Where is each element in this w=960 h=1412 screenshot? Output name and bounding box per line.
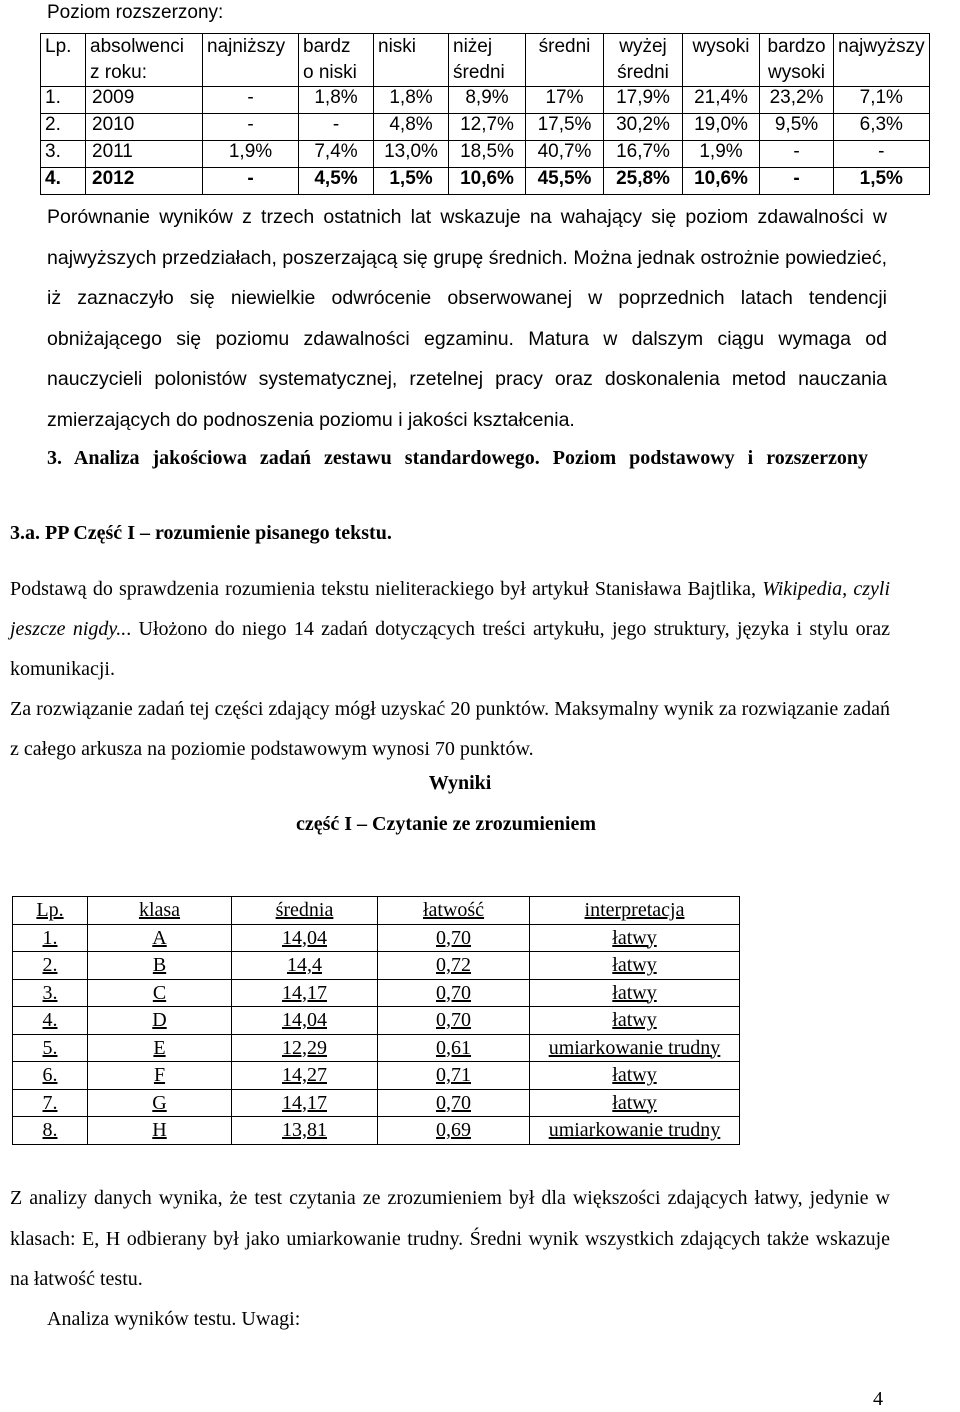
table1-row <box>41 168 930 195</box>
table1-header-line <box>530 60 599 86</box>
table2-cell-text: 3. <box>42 981 58 1004</box>
table2-cell <box>13 1062 88 1090</box>
table1-cell: 4,5% <box>299 168 374 195</box>
paragraph-points: Za rozwiązanie zadań tej części zdający mógł uzyskać 20 punktów. Maksymalny wynik za rozwiązanie zadań z całego arkusza na poziomie podstawowym wynosi 70 punktów. <box>10 698 890 760</box>
table2-cell-text: 2. <box>42 954 58 976</box>
table1-cell: 18,5% <box>449 141 526 168</box>
table2-header-cell <box>232 897 378 925</box>
table1-cell: 12,7% <box>449 114 526 141</box>
table2-cell-text: 1. <box>42 926 58 949</box>
table1-header-line: niżej <box>453 36 493 57</box>
table1-header-line: średni <box>617 62 669 83</box>
table1-header-line: o niski <box>303 62 357 83</box>
table1-header-cell <box>683 34 760 87</box>
table2-cell-text: G <box>152 1091 167 1114</box>
table2-cell <box>232 979 378 1007</box>
table1-header-line <box>378 60 444 86</box>
table1-cell: 1,9% <box>683 141 760 168</box>
table2-cell-text: łatwy <box>612 926 657 949</box>
table2-cell <box>13 979 88 1007</box>
table2-cell <box>232 952 378 980</box>
table2-row <box>13 1007 740 1035</box>
table1-header-row <box>41 34 930 87</box>
table2-cell-text: 6. <box>42 1064 58 1086</box>
part-heading: część I – Czytanie ze zrozumieniem <box>295 813 597 835</box>
table2-header-cell <box>88 897 232 925</box>
table1-header-cell <box>834 34 930 87</box>
table1-header-line <box>45 60 81 86</box>
table2-cell <box>378 1007 530 1035</box>
table1-cell: 2. <box>41 114 86 141</box>
table1-cell: 2011 <box>86 141 203 168</box>
table2-cell-text: 0,70 <box>436 1091 471 1114</box>
table2-cell-text: 7. <box>42 1091 58 1114</box>
table2-cell-text: umiarkowanie trudny <box>548 1119 721 1141</box>
table2-cell-text: łatwy <box>612 1009 657 1031</box>
table1-cell: - <box>760 141 834 168</box>
table2-header-text: średnia <box>275 899 334 921</box>
table2-cell-text: 0,72 <box>436 954 471 976</box>
table1-cell: - <box>203 87 299 114</box>
table2-row <box>13 1117 740 1145</box>
table1-header-line: bardzo <box>767 36 826 57</box>
table1-cell: 40,7% <box>526 141 604 168</box>
table2-cell <box>13 1034 88 1062</box>
table2-cell <box>232 1089 378 1117</box>
table1-cell: 17% <box>526 87 604 114</box>
table2-cell-text: 0,70 <box>436 981 471 1004</box>
table1-header-line: wysoki <box>767 62 825 83</box>
table2-row <box>13 952 740 980</box>
table2-cell-text: C <box>152 981 167 1004</box>
table2-cell-text: łatwy <box>612 981 657 1004</box>
table2-cell <box>530 979 740 1007</box>
table1-header-line: wysoki <box>692 36 750 57</box>
table2-cell <box>378 1089 530 1117</box>
table2-cell <box>88 979 232 1007</box>
table2-cell-text: F <box>153 1064 166 1086</box>
table2-cell <box>378 979 530 1007</box>
table2-cell-text: 0,69 <box>436 1119 471 1141</box>
table1-cell: 23,2% <box>760 87 834 114</box>
table1-header-line: wyżej <box>619 36 667 57</box>
table1-header-cell <box>526 34 604 87</box>
table2-cell <box>88 952 232 980</box>
paragraph-article-info <box>10 569 890 689</box>
table1-cell: 13,0% <box>374 141 449 168</box>
table2-cell <box>530 1034 740 1062</box>
table1-cell: 10,6% <box>449 168 526 195</box>
table2-header-text: interpretacja <box>584 899 685 921</box>
table2-header-cell <box>378 897 530 925</box>
table1-header-cell <box>760 34 834 87</box>
table1-cell: - <box>760 168 834 195</box>
analysis-notes-heading: Analiza wyników testu. Uwagi: <box>47 1308 301 1330</box>
table2-cell <box>13 952 88 980</box>
table1-cell: 7,1% <box>834 87 930 114</box>
table2-cell-text: 0,70 <box>436 1009 471 1031</box>
table1-header-line: z roku: <box>90 62 148 83</box>
table1-header-cell <box>299 34 374 87</box>
table2-cell-text: 14,17 <box>282 1091 327 1114</box>
paragraph-article-text-start: Podstawą do sprawdzenia rozumienia tekstu nieliterackiego był artykuł Stanisława Bajtlika, <box>10 578 756 600</box>
table1-header-cell <box>449 34 526 87</box>
paragraph-article-text-end: . Ułożono do niego 14 zadań dotyczących treści artykułu, jego struktury, języka i stylu oraz komunikacji. <box>10 618 891 680</box>
table1-cell: 7,4% <box>299 141 374 168</box>
table2-cell-text: 8. <box>42 1119 58 1141</box>
table1-header-line: najniższy <box>207 36 286 57</box>
table1-cell: 8,9% <box>449 87 526 114</box>
table1-cell: 25,8% <box>604 168 683 195</box>
table1-cell: - <box>203 168 299 195</box>
table2-header-text: łatwość <box>422 899 485 921</box>
table1-header-line <box>207 60 294 86</box>
table1-header-line: bardz <box>303 36 351 57</box>
table2-cell-text: 14,4 <box>287 954 322 976</box>
table1-header-line: niski <box>378 36 417 57</box>
table2-cell <box>232 1062 378 1090</box>
table1-header-line <box>838 60 925 86</box>
table1-header-line: Lp. <box>45 36 72 57</box>
table1-cell: - <box>834 141 930 168</box>
table2-cell <box>530 1062 740 1090</box>
table2-row <box>13 1062 740 1090</box>
table1-row <box>41 87 930 114</box>
table1-cell: 30,2% <box>604 114 683 141</box>
table1-header-cell <box>203 34 299 87</box>
table2-cell <box>13 1007 88 1035</box>
table2-header-cell <box>13 897 88 925</box>
table2-row <box>13 1034 740 1062</box>
table2-cell-text: 5. <box>42 1036 58 1059</box>
table2-cell <box>13 1089 88 1117</box>
table1-cell: 17,9% <box>604 87 683 114</box>
table2-cell <box>88 924 232 952</box>
table2-cell-text: umiarkowanie trudny <box>548 1036 721 1059</box>
table2-cell <box>530 952 740 980</box>
table1-cell: 1,9% <box>203 141 299 168</box>
table2-cell <box>88 1089 232 1117</box>
table1-cell: 1,8% <box>299 87 374 114</box>
table1-cell: 17,5% <box>526 114 604 141</box>
table2-header-row <box>13 897 740 925</box>
table2-cell-text: E <box>153 1036 166 1059</box>
table1-row <box>41 141 930 168</box>
table2-cell <box>378 1034 530 1062</box>
table1-header-line: absolwenci <box>90 36 184 57</box>
table2-cell-text: łatwy <box>612 1064 657 1086</box>
article-title: Wikipedia, czyli jeszcze nigdy.. <box>10 578 891 640</box>
section-3-title: 3. Analiza jakościowa zadań zestawu standardowego. Poziom podstawowy i rozszerzony <box>47 447 869 469</box>
table2-header-cell <box>530 897 740 925</box>
table2-cell <box>232 1034 378 1062</box>
table2-cell <box>13 1117 88 1145</box>
table2-cell-text: 14,04 <box>282 926 327 949</box>
table1-header-cell <box>604 34 683 87</box>
table1-cell: - <box>203 114 299 141</box>
page-number: 4 <box>873 1388 883 1410</box>
table1-header-line: najwyższy <box>838 36 925 57</box>
table1-cell: 2012 <box>86 168 203 195</box>
table2-header-text: klasa <box>138 899 181 921</box>
table2-cell-text: D <box>152 1009 167 1031</box>
table1-cell: 1,5% <box>374 168 449 195</box>
table2-cell <box>232 1117 378 1145</box>
table2-cell <box>530 1007 740 1035</box>
table2-row <box>13 924 740 952</box>
table2-cell-text: łatwy <box>612 954 657 976</box>
table1-cell: 9,5% <box>760 114 834 141</box>
table1-cell: - <box>299 114 374 141</box>
table2-cell <box>88 1007 232 1035</box>
table1-cell: 21,4% <box>683 87 760 114</box>
table1-header-line: średni <box>453 62 505 83</box>
table1-cell: 45,5% <box>526 168 604 195</box>
table2-cell-text: 13,81 <box>282 1119 327 1141</box>
table2-cell <box>378 924 530 952</box>
table1-cell: 16,7% <box>604 141 683 168</box>
table2-cell <box>530 924 740 952</box>
table1-cell: 4,8% <box>374 114 449 141</box>
table2-cell-text: 0,70 <box>436 926 471 949</box>
table1-cell: 4. <box>41 168 86 195</box>
reading-results-table <box>12 896 740 1145</box>
table2-cell <box>88 1062 232 1090</box>
table2-cell-text: 14,27 <box>282 1064 327 1086</box>
table1-cell: 2009 <box>86 87 203 114</box>
table1-header-line <box>687 60 755 86</box>
table2-cell-text: B <box>152 954 167 976</box>
table2-cell <box>378 952 530 980</box>
table2-cell <box>88 1034 232 1062</box>
table2-cell <box>530 1089 740 1117</box>
section-3a-title: 3.a. PP Część I – rozumienie pisanego tekstu. <box>10 522 392 544</box>
table1-cell: 1,5% <box>834 168 930 195</box>
table2-cell-text: 0,71 <box>436 1064 471 1086</box>
results-table-extended <box>40 33 930 195</box>
table1-header-cell <box>374 34 449 87</box>
table2-row <box>13 1089 740 1117</box>
table1-header-cell <box>41 34 86 87</box>
table1-cell: 1. <box>41 87 86 114</box>
table2-cell <box>13 924 88 952</box>
section-heading: Poziom rozszerzony: <box>47 2 224 23</box>
table2-cell <box>88 1117 232 1145</box>
results-heading: Wyniki <box>428 772 492 794</box>
table2-cell-text: 12,29 <box>282 1036 327 1059</box>
table1-cell: 2010 <box>86 114 203 141</box>
paragraph-comparison: Porównanie wyników z trzech ostatnich lat wskazuje na wahający się poziom zdawalności w najwyższych przedziałach, poszerzającą się grupę średnich. Można jednak ostrożnie powiedzieć, iż zaznaczyło się niewielkie odwrócenie obserwowanej w poprzednich latach tendencji obniżającego się poziomu zdawalności egzaminu. Matura w dalszym ciągu wymaga od nauczycieli polonistów systematycznej, rzetelnej pracy oraz doskonalenia metod nauczania zmierzających do podnoszenia poziomu i jakości kształcenia. <box>47 206 887 431</box>
table1-cell: 10,6% <box>683 168 760 195</box>
table2-cell-text: 14,17 <box>282 981 327 1004</box>
table1-header-cell <box>86 34 203 87</box>
table2-cell-text: A <box>152 926 167 949</box>
table2-cell-text: 14,04 <box>282 1009 327 1031</box>
table2-cell-text: łatwy <box>612 1091 657 1114</box>
table1-header-line: średni <box>538 36 591 57</box>
table2-row <box>13 979 740 1007</box>
table2-cell <box>378 1117 530 1145</box>
table1-row <box>41 114 930 141</box>
table2-header-text: Lp. <box>36 899 64 921</box>
table2-cell <box>232 1007 378 1035</box>
paragraph-conclusion: Z analizy danych wynika, że test czytania ze zrozumieniem był dla większości zdających łatwy, jedynie w klasach: E, H odbierany był jako umiarkowanie trudny. Średni wynik wszystkich zdających także wskazuje na łatwość testu. <box>10 1187 890 1290</box>
table2-cell-text: 4. <box>42 1009 58 1031</box>
table1-cell: 6,3% <box>834 114 930 141</box>
table2-cell <box>530 1117 740 1145</box>
table2-cell-text: H <box>152 1119 167 1141</box>
table2-cell <box>378 1062 530 1090</box>
table2-cell <box>232 924 378 952</box>
table1-cell: 3. <box>41 141 86 168</box>
table1-cell: 19,0% <box>683 114 760 141</box>
table1-cell: 1,8% <box>374 87 449 114</box>
table2-cell-text: 0,61 <box>436 1036 471 1059</box>
